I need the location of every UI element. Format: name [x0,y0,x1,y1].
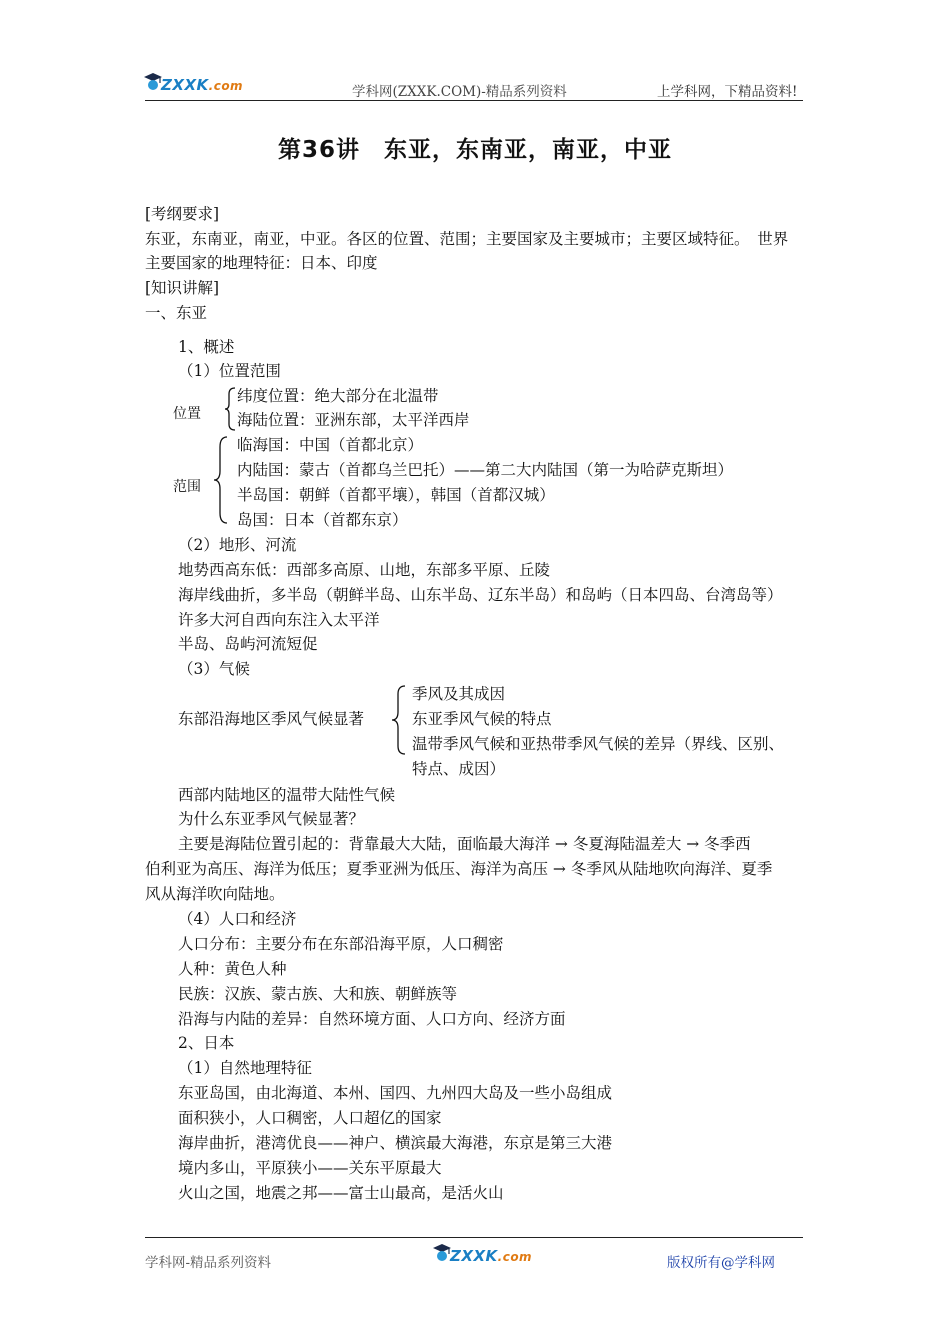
footer-right-text: 版权所有@学科网 [667,1255,775,1271]
why-question: 为什么东亚季风气候显著？ [178,810,365,828]
footer-logo [432,1241,542,1269]
subsection-overview: 1、概述 [178,338,235,356]
subsection-population-economy: （4）人口和经济 [178,910,297,928]
header-right-text: 上学科网，下精品资料! [657,84,798,100]
requirements-heading: [考纲要求] [145,205,220,223]
requirements-line-1: 东亚，东南亚，南亚，中亚。各区的位置、范围；主要国家及主要城市；主要区域特征。 世界 [145,230,789,248]
climate-brace [390,684,406,756]
population-line-4: 沿海与内陆的差异：自然环境方面、人口方向、经济方面 [178,1010,566,1028]
range-item-peninsula: 半岛国：朝鲜（首都平壤），韩国（首都汉城） [237,486,555,504]
header-rule [145,100,803,101]
terrain-line-4: 半岛、岛屿河流短促 [178,635,318,653]
header-logo [143,70,253,98]
climate-item-differences-cont: 特点、成因） [412,760,506,778]
japan-line-4: 境内多山，平原狭小——关东平原最大 [178,1159,442,1177]
requirements-line-2: 主要国家的地理特征：日本、印度 [145,254,378,272]
subsection-location-range: （1）位置范围 [178,362,281,380]
terrain-line-2: 海岸线曲折，多半岛（朝鲜半岛、山东半岛、辽东半岛）和岛屿（日本四岛、台湾岛等） [178,586,783,604]
population-line-1: 人口分布：主要分布在东部沿海平原，人口稠密 [178,935,504,953]
climate-item-monsoon-cause: 季风及其成因 [412,685,506,703]
population-line-3: 民族：汉族、蒙古族、大和族、朝鲜族等 [178,985,458,1003]
footer-logo-wordmark: ZXXK.com [450,1247,533,1265]
climate-label: 东部沿海地区季风气候显著 [178,710,365,728]
range-brace [212,435,228,525]
graduate-cap-icon [432,1243,452,1265]
subsection-climate: （3）气候 [178,660,250,678]
position-item-latitude: 纬度位置：绝大部分在北温带 [237,387,439,405]
terrain-line-1: 地势西高东低：西部多高原、山地，东部多平原、丘陵 [178,561,551,579]
range-item-coastal: 临海国：中国（首都北京） [237,436,424,454]
population-line-2: 人种：黄色人种 [178,960,287,978]
range-item-landlocked: 内陆国：蒙古（首都乌兰巴托）——第二大内陆国（第一为哈萨克斯坦） [237,461,734,479]
why-answer-line-2: 伯利亚为高压、海洋为低压；夏季亚洲为低压、海洋为高压 → 冬季风从陆地吹向海洋、夏季 [145,860,773,878]
japan-line-3: 海岸曲折，港湾优良——神户、横滨最大海港，东京是第三大港 [178,1134,613,1152]
range-label: 范围 [173,479,201,495]
position-brace [224,386,236,432]
header-center-text: 学科网(ZXXK.COM)-精品系列资料 [352,84,567,100]
subsection-japan-physical: （1）自然地理特征 [178,1059,312,1077]
footer-left-text: 学科网-精品系列资料 [145,1255,272,1271]
climate-item-differences: 温带季风气候和亚热带季风气候的差异（界线、区别、 [412,735,785,753]
subsection-japan: 2、日本 [178,1034,235,1052]
terrain-line-3: 许多大河自西向东注入太平洋 [178,611,380,629]
position-item-sea-land: 海陆位置：亚洲东部，太平洋西岸 [237,411,470,429]
why-answer-line-1: 主要是海陆位置引起的：背靠最大大陆，面临最大海洋 → 冬夏海陆温差大 → 冬季西 [178,835,751,853]
logo-wordmark: ZXXK.com [161,76,244,94]
japan-line-5: 火山之国，地震之邦——富士山最高，是活火山 [178,1184,504,1202]
position-label: 位置 [173,406,201,422]
climate-west: 西部内陆地区的温带大陆性气候 [178,786,396,804]
knowledge-heading: [知识讲解] [145,279,220,297]
climate-item-features: 东亚季风气候的特点 [412,710,552,728]
page-title: 第36讲 东亚，东南亚，南亚，中亚 [277,137,672,163]
why-answer-line-3: 风从海洋吹向陆地。 [145,885,285,903]
japan-line-2: 面积狭小，人口稠密，人口超亿的国家 [178,1109,442,1127]
graduate-cap-icon [143,72,163,94]
japan-line-1: 东亚岛国，由北海道、本州、国四、九州四大岛及一些小岛组成 [178,1084,613,1102]
footer-rule [145,1237,803,1238]
range-item-island: 岛国：日本（首都东京） [237,511,408,529]
subsection-terrain-rivers: （2）地形、河流 [178,536,297,554]
section-east-asia: 一、东亚 [145,304,208,322]
